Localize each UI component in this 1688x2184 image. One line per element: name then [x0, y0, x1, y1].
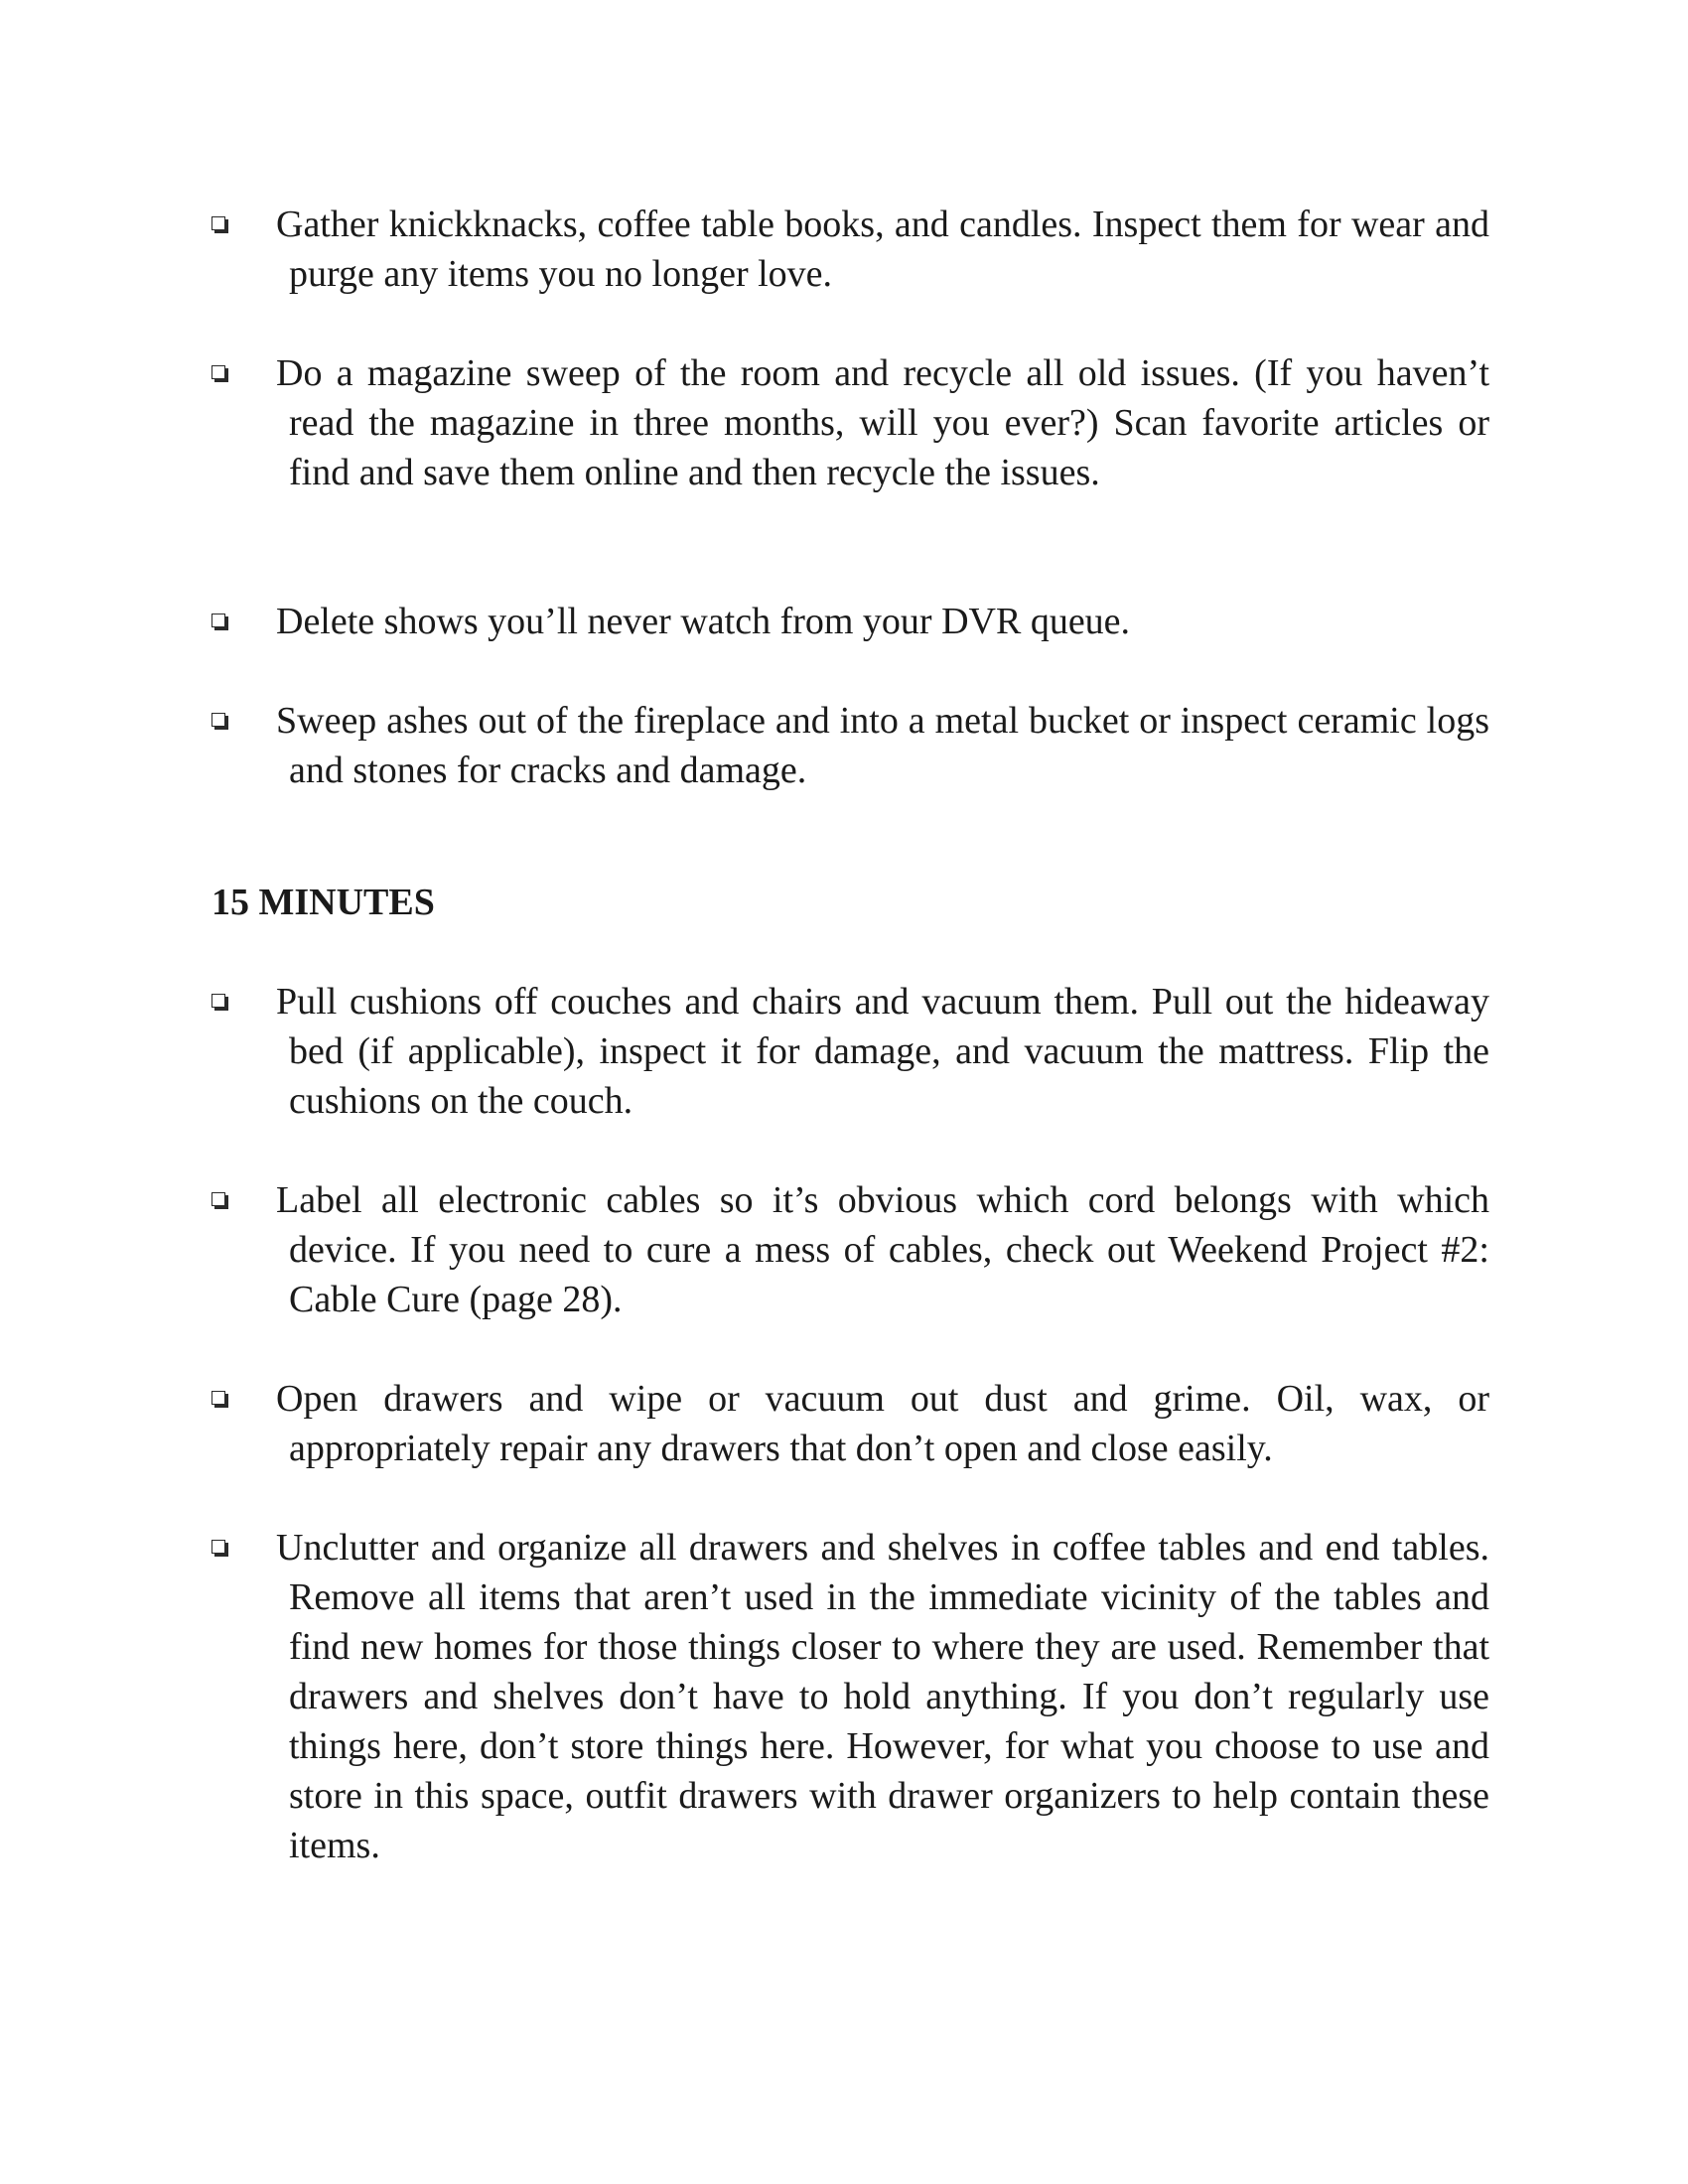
checklist-item-text: Label all electronic cables so it’s obvious which cord belongs with which device. If you need to cure a mess of cables, check out Weekend Project #2: Cable Cure (page 28). — [276, 1179, 1489, 1320]
checklist-item-text: Pull cushions off couches and chairs and vacuum them. Pull out the hideaway bed (if applicable), inspect it for damage, and vacuum the mattress. Flip the cushions on the couch. — [276, 981, 1489, 1122]
checklist-item-text: Do a magazine sweep of the room and recycle all old issues. (If you haven’t read the magazine in three months, will you ever?) Scan favorite articles or find and save them online and then recycle the issues. — [276, 352, 1489, 493]
checkbox-icon[interactable] — [211, 1192, 225, 1206]
checklist-item-text: Open drawers and wipe or vacuum out dust and grime. Oil, wax, or appropriately repair any drawers that don’t open and close easily. — [276, 1378, 1489, 1469]
checkbox-icon[interactable] — [211, 365, 225, 379]
checklist-item-text: Gather knickknacks, coffee table books, and candles. Inspect them for wear and purge any items you no longer love. — [276, 204, 1489, 295]
checkbox-icon[interactable] — [211, 216, 225, 230]
checkbox-icon[interactable] — [211, 713, 225, 727]
checklist-item-text: Delete shows you’ll never watch from your DVR queue. — [276, 601, 1131, 642]
checkbox-icon[interactable] — [211, 994, 225, 1008]
checkbox-icon[interactable] — [211, 614, 225, 627]
checklist-item-text: Sweep ashes out of the fireplace and into a metal bucket or inspect ceramic logs and stones for cracks and damage. — [276, 700, 1489, 791]
section-heading: 15 MINUTES — [211, 882, 435, 923]
checkbox-icon[interactable] — [211, 1540, 225, 1554]
checklist-item-text: Unclutter and organize all drawers and shelves in coffee tables and end tables. Remove all items that aren’t used in the immediate vicinity of the tables and find new homes for those things closer to where they are used. Remember that drawers and shelves don’t have to hold anything. If you don’t regularly use things here, don’t store things here. However, for what you choose to use and store in this space, outfit drawers with drawer organizers to help contain these items. — [276, 1527, 1489, 1866]
checkbox-icon[interactable] — [211, 1391, 225, 1405]
